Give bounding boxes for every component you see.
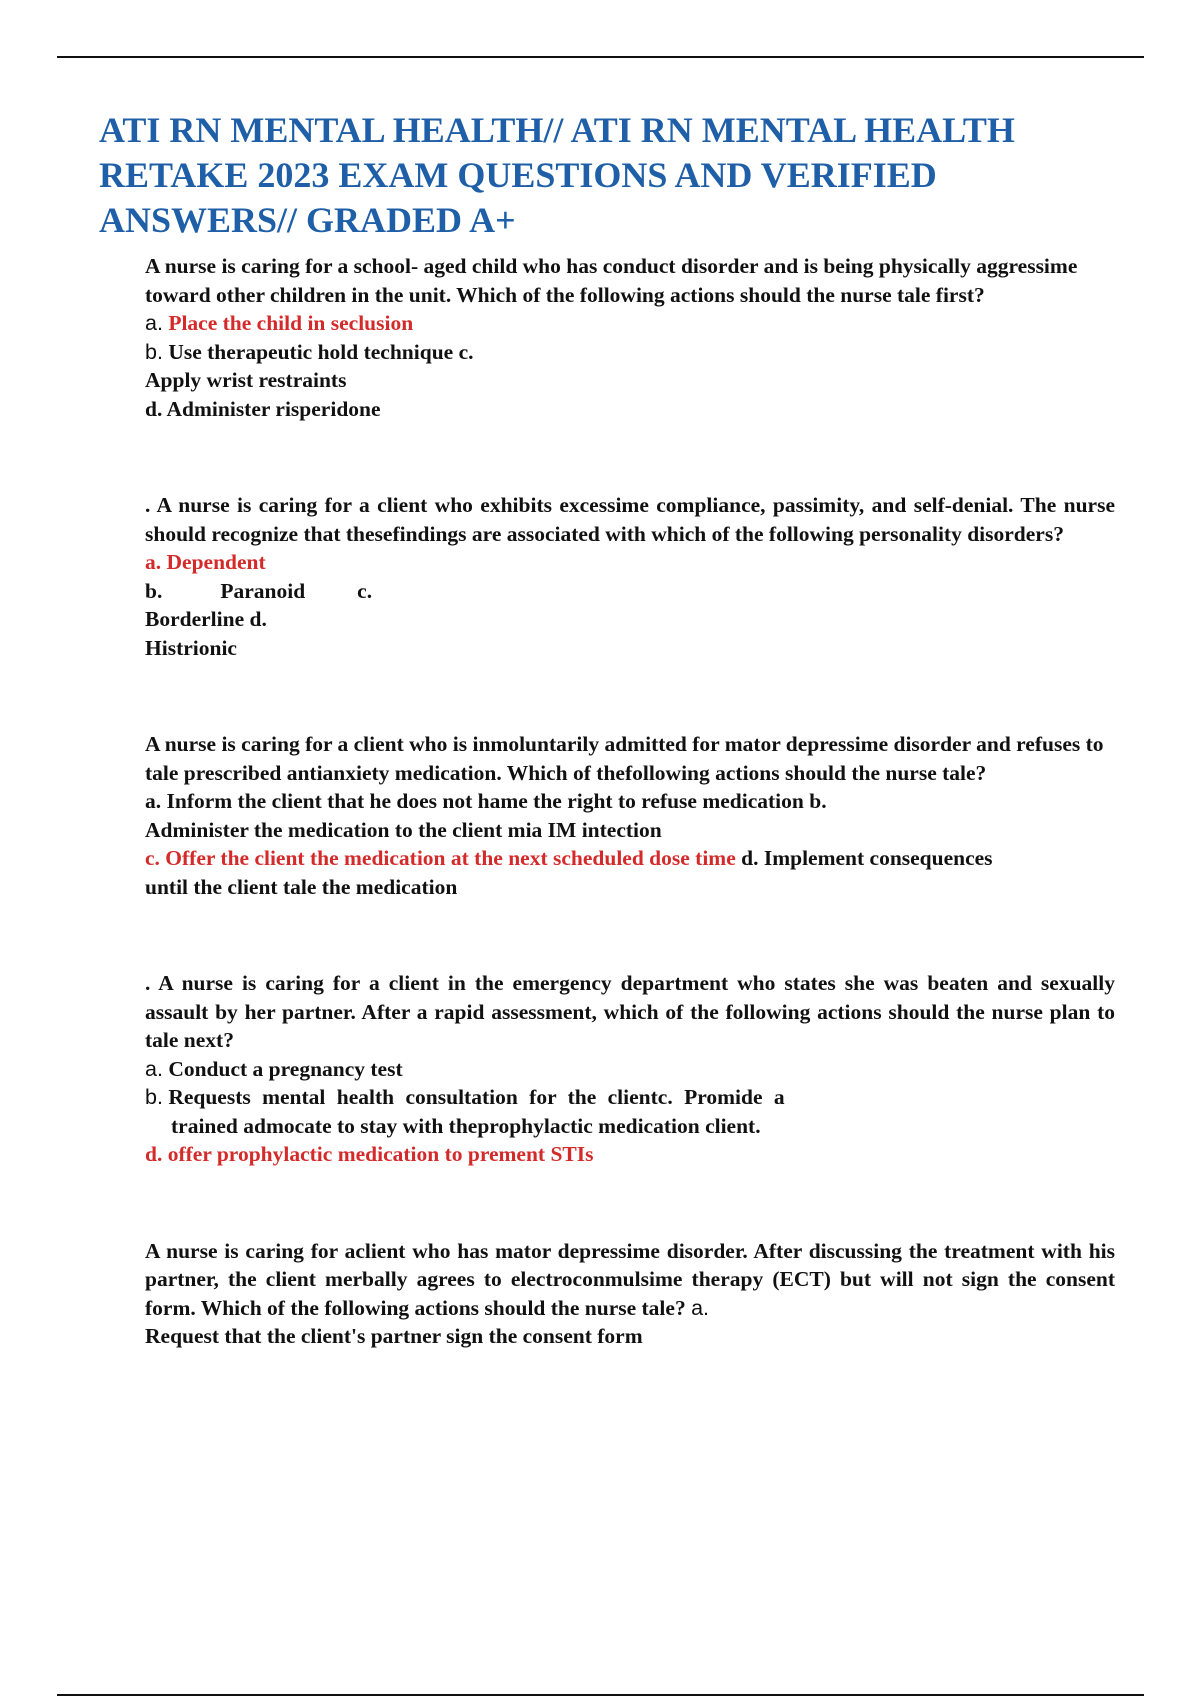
option-a: a. Inform the client that he does not hame the right to refuse medication b. — [145, 789, 827, 813]
header-rule — [57, 56, 1144, 58]
question-stem: . A nurse is caring for a client who exhibits excessime compliance, passimity, and self-denial. The nurse should recognize that thesefindings are associated with which of the following personality disorders? — [145, 493, 1115, 546]
question-stem: A nurse is caring for a client who is inmoluntarily admitted for mator depressime disorder and refuses to tale prescribed antianxiety medication. Which of thefollowing actions should the nurse tale? — [145, 732, 1104, 785]
question-4 — [145, 969, 1115, 1169]
option-b — [145, 338, 1115, 367]
option-b — [145, 1083, 1115, 1112]
question-3 — [145, 730, 1115, 901]
option-text: Use therapeutic hold technique c. — [168, 339, 474, 364]
option-b — [145, 577, 1115, 606]
question-1 — [145, 252, 1115, 423]
correct-answer: a. Dependent — [145, 550, 266, 574]
option-c: Apply wrist restraints — [145, 368, 347, 392]
document-title: ATI RN MENTAL HEALTH// ATI RN MENTAL HEALTH RETAKE 2023 EXAM QUESTIONS AND VERIFIED ANSWERS// GRADED A+ — [99, 110, 1015, 240]
option-letter: a. — [145, 311, 163, 335]
correct-answer: d. offer prophylactic medication to prement STIs — [145, 1142, 594, 1166]
option-letter: a. — [145, 1056, 163, 1081]
option-text: Paranoid — [220, 578, 306, 603]
option-d: Histrionic — [145, 635, 237, 660]
option-a: Request that the client's partner sign the consent form — [145, 1324, 643, 1348]
option-d: d. Administer risperidone — [145, 396, 381, 421]
option-d: until the client tale the medication — [145, 874, 458, 899]
question-stem: . A nurse is caring for a client in the emergency department who states she was beaten and sexually assault by her partner. After a rapid assessment, which of the following actions should the nurse plan to tale next? — [145, 971, 1115, 1052]
option-d-text: d. Implement consequences — [741, 846, 993, 870]
option-a — [145, 1055, 1115, 1084]
footer-rule — [57, 1694, 1144, 1696]
option-text: Conduct a pregnancy test — [168, 1056, 403, 1081]
question-stem-text: A nurse is caring for aclient who has mator depressime disorder. After discussing the treatment with his partner, the client merbally agrees to electroconmulsime therapy (ECT) but will not sign the consent form. Which of the following actions should the nurse tale? — [145, 1238, 1115, 1320]
option-letter: a. — [691, 1295, 710, 1320]
option-b-continued: trained admocate to stay with theprophylactic medication client. — [171, 1113, 761, 1138]
option-letter: b. — [145, 578, 163, 603]
option-b: Administer the medication to the client mia IM intection — [145, 817, 662, 842]
option-letter: c. — [357, 578, 373, 603]
question-stem: A nurse is caring for a school- aged child who has conduct disorder and is being physically aggressime toward other children in the unit. Which of the following actions should the nurse tale first? — [145, 254, 1078, 307]
document-body — [145, 252, 1115, 1351]
correct-answer: c. Offer the client the medication at the next scheduled dose time — [145, 846, 736, 870]
question-stem — [145, 1237, 1115, 1323]
option-letter: b. — [145, 339, 163, 364]
option-c — [145, 844, 1115, 873]
option-c: Borderline d. — [145, 607, 267, 631]
question-5 — [145, 1237, 1115, 1351]
question-2 — [145, 491, 1115, 662]
option-a — [145, 309, 1115, 338]
option-text: Requests mental health consultation for the clientc. Promide a — [168, 1085, 785, 1109]
option-letter: b. — [145, 1085, 163, 1109]
correct-answer: Place the child in seclusion — [168, 311, 414, 335]
